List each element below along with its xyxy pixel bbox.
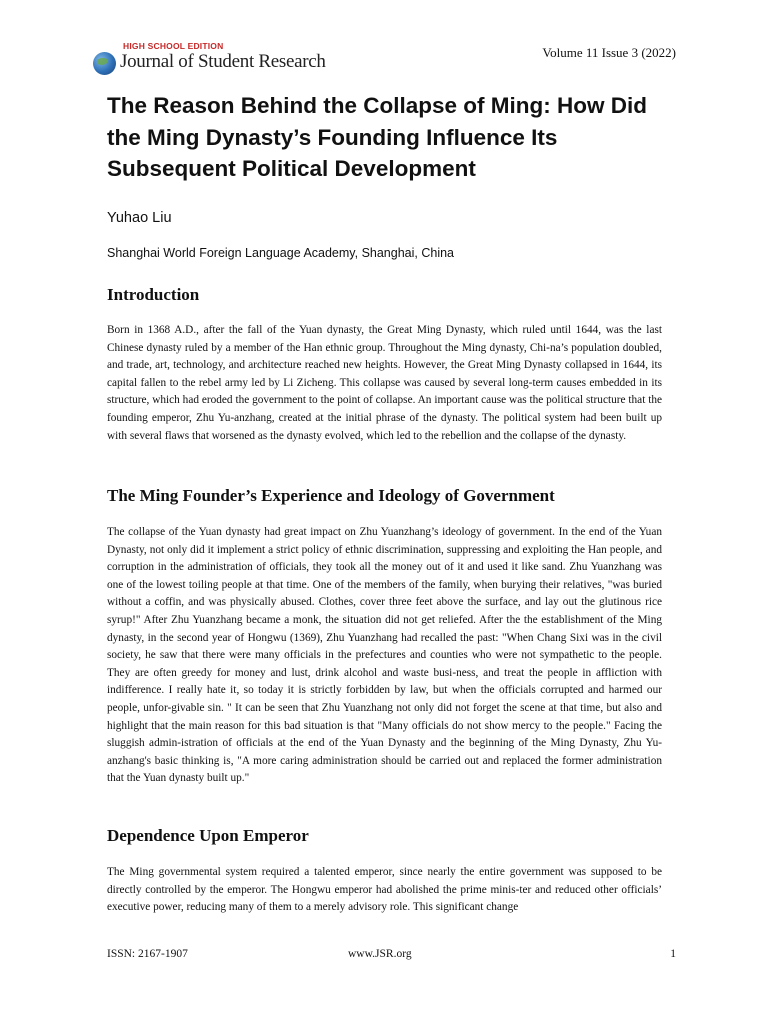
section-heading-dependence-emperor: Dependence Upon Emperor xyxy=(107,826,309,845)
globe-icon xyxy=(93,52,116,75)
page-number: 1 xyxy=(670,948,676,960)
article-title: The Reason Behind the Collapse of Ming: How Did the Ming Dynasty’s Founding Influence Its Subsequent Political Development xyxy=(107,93,648,181)
section-heading-founder-ideology: The Ming Founder’s Experience and Ideology of Government xyxy=(107,486,555,505)
section-text-introduction: Born in 1368 A.D., after the fall of the Yuan dynasty, the Great Ming Dynasty, which ruled until 1644, was the last Chinese dynasty ruled by a member of the Han ethnic group. Throughout the Ming dynasty, Chi-na’s population doubled, and trade, art, technology, and architecture reached new heights. However, the Great Ming Dynasty collapsed in 1644, its capital fallen to the rebel army led by Li Zicheng. This collapse was caused by several long-term causes embedded in its structure, which had eroded the government to the point of collapse. An important cause was the political structure that the founding emperor, Zhu Yu-anzhang, created at the initial phrase of the dynasty. The political system had been built up with several flaws that worsened as the dynasty evolved, which led to the rebellion and the collapse of the dynasty. xyxy=(107,324,662,442)
section-heading-introduction: Introduction xyxy=(107,285,200,304)
volume-issue: Volume 11 Issue 3 (2022) xyxy=(542,45,676,60)
journal-name: Journal of Student Research xyxy=(120,51,326,72)
footer-website-link[interactable]: www.JSR.org xyxy=(348,948,412,960)
footer-issn: ISSN: 2167-1907 xyxy=(107,948,188,960)
page-header xyxy=(0,0,768,80)
author-name: Yuhao Liu xyxy=(107,210,172,226)
section-text-founder-ideology: The collapse of the Yuan dynasty had great impact on Zhu Yuanzhang’s ideology of government. In the end of the Yuan Dynasty, not only did it implement a strict policy of ethnic discrimination, suppressing and exploiting the Han people, and corruption in the administration of officials, they took all the money out of it and used it like sand. Zhu Yuanzhang was one of the lowest toiling people at that time. One of the members of the family, when burying their relatives, "was buried without a coffin, and was physically abused. Clothes, cover three feet above the surface, and lay out the glutinous rice syrup!" After Zhu Yuanzhang became a monk, the situation did not get reliefed. After the the establishment of the Ming dynasty, in the second year of Hongwu (1369), Zhu Yuanzhang had recalled the past: "When Chang Sixi was in the civil society, he saw that there were many officials in the prefectures and counties who were not sympathetic to the people. They are often greedy for money and lust, drink alcohol and waste busi-ness, and treat the people in affliction with indifference. I really hate it, so today it is strictly forbidden by law, but when the officials corrupted and harmed our people, unfor-givable sin. " It can be seen that Zhu Yuanzhang not only did not forget the scene at that time, but also and highlight that the main reason for this bad situation is that "Many officials do not show mercy to the people." Facing the sluggish admin-istration of officials at the end of the Yuan Dynasty and the beginning of the Ming Dynasty, Zhu Yu-anzhang's basic thinking is, "A more caring administration should be carried out and replaced the former administration that the Yuan dynasty built up." xyxy=(107,526,662,785)
edition-label: HIGH SCHOOL EDITION xyxy=(123,41,224,51)
section-text-dependence-emperor: The Ming governmental system required a talented emperor, since nearly the entire government was supposed to be directly controlled by the emperor. The Hongwu emperor had abolished the prime minis-ter and reduced other officials’ executive power, reducing many of them to a merely advisory role. This significant change xyxy=(107,866,662,914)
author-affiliation: Shanghai World Foreign Language Academy, Shanghai, China xyxy=(107,246,454,260)
journal-logo xyxy=(93,40,326,76)
